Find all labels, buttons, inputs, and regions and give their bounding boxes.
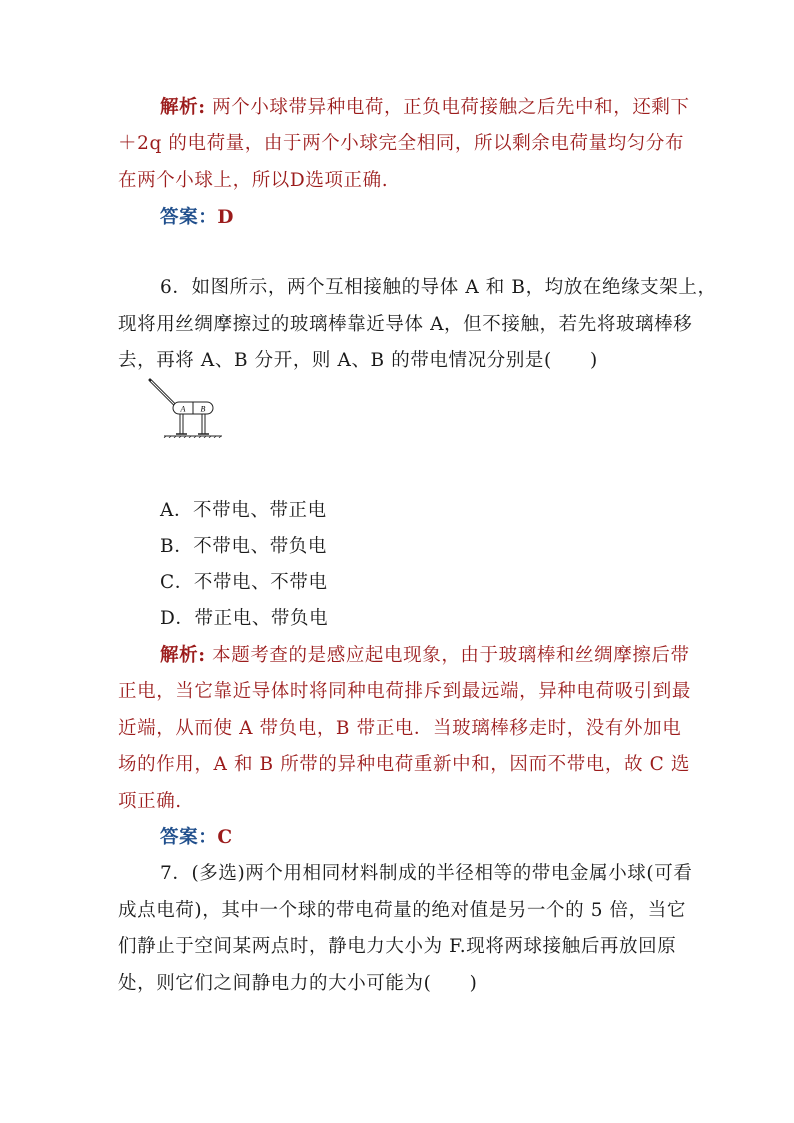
q6-analysis-line-2: 正电，当它靠近导体时将同种电荷排斥到最远端，异种电荷吸引到最 bbox=[118, 681, 692, 702]
q6-option-a: A．不带电、带正电 bbox=[160, 500, 327, 521]
q6-option-d: D．带正电、带负电 bbox=[160, 608, 329, 629]
q6-analysis-line-5: 项正确. bbox=[118, 791, 182, 812]
conductor-b-label: B bbox=[200, 404, 206, 414]
q5-analysis-label: 解析: bbox=[160, 97, 206, 118]
q7-stem-line-1: 7．(多选)两个用相同材料制成的半径相等的带电金属小球(可看 bbox=[160, 863, 693, 884]
q6-option-c: C．不带电、不带电 bbox=[160, 572, 328, 593]
q6-option-b: B．不带电、带负电 bbox=[160, 536, 327, 557]
q5-analysis-line-2: ＋2q 的电荷量，由于两个小球完全相同，所以剩余电荷量均匀分布 bbox=[118, 133, 685, 154]
q5-analysis-line-1: 解析: 两个小球带异种电荷，正负电荷接触之后先中和，还剩下 bbox=[160, 97, 690, 118]
q6-stem-line-2: 现将用丝绸摩擦过的玻璃棒靠近导体 A，但不接触，若先将玻璃棒移 bbox=[118, 314, 693, 335]
q6-stem-line-3: 去，再将 A、B 分开，则 A、B 的带电情况分别是( ) bbox=[118, 350, 598, 371]
glass-rod-highlight bbox=[151, 381, 175, 405]
q5-answer: 答案：D bbox=[160, 207, 234, 228]
q6-analysis-line-3: 近端，从而使 A 带负电，B 带正电．当玻璃棒移走时，没有外加电 bbox=[118, 718, 682, 739]
q7-stem-line-3: 们静止于空间某两点时，静电力大小为 F.现将两球接触后再放回原 bbox=[118, 936, 677, 957]
q6-answer: 答案：C bbox=[160, 827, 233, 848]
q5-analysis-line-3: 在两个小球上，所以D选项正确. bbox=[118, 170, 389, 191]
q7-stem-line-4: 处，则它们之间静电力的大小可能为( ) bbox=[118, 973, 478, 994]
q6-analysis-label: 解析: bbox=[160, 645, 206, 666]
q7-stem-line-2: 成点电荷)，其中一个球的带电荷量的绝对值是另一个的 5 倍，当它 bbox=[118, 900, 686, 921]
conductor-figure bbox=[146, 378, 236, 438]
q6-analysis-line-1: 解析: 本题考查的是感应起电现象，由于玻璃棒和丝绸摩擦后带 bbox=[160, 645, 690, 666]
conductor-a-label: A bbox=[180, 404, 186, 414]
q6-stem-line-1: 6．如图所示，两个互相接触的导体 A 和 B，均放在绝缘支架上， bbox=[160, 277, 717, 298]
q6-analysis-line-4: 场的作用，A 和 B 所带的异种电荷重新中和，因而不带电，故 C 选 bbox=[118, 754, 690, 775]
